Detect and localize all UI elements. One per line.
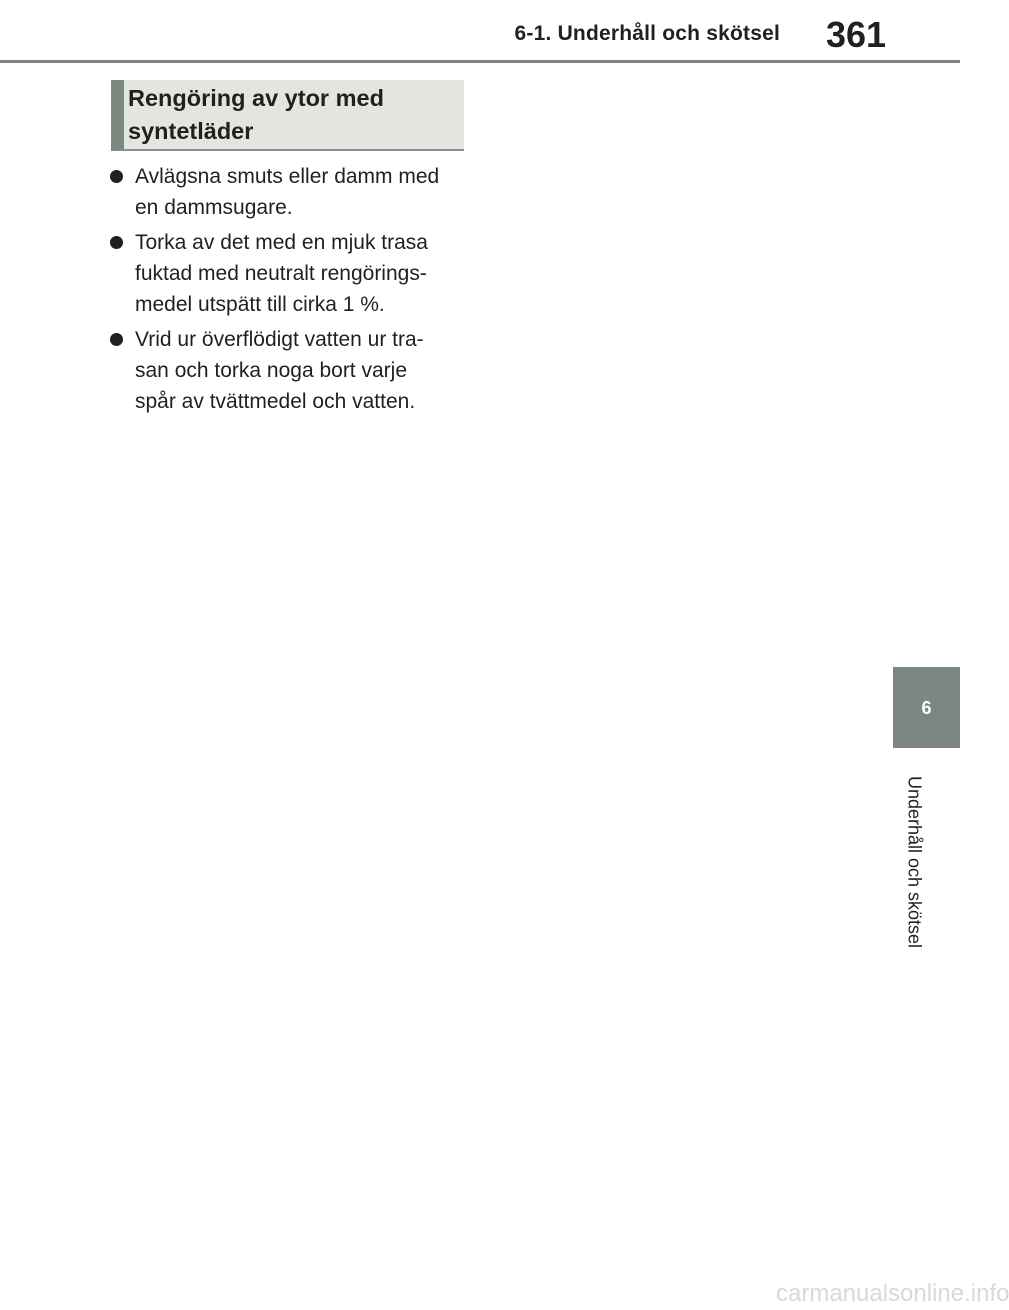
list-item-text: Avlägsna smuts eller damm med en dammsugare. — [135, 165, 440, 219]
list-item-text: Torka av det med en mjuk trasa fuktad med neutralt rengörings- medel utspätt till cirka 1 %. — [135, 231, 428, 316]
bullet-icon — [110, 236, 123, 249]
list-item — [109, 227, 469, 320]
chapter-tab-number: 6 — [921, 698, 932, 718]
watermark: carmanualsonline.info — [776, 1280, 1009, 1307]
list-item — [109, 324, 469, 417]
chapter-title: 6-1. Underhåll och skötsel — [514, 22, 780, 45]
page-number: 361 — [826, 14, 887, 55]
chapter-side-label: Underhåll och skötsel — [904, 775, 925, 949]
header-divider — [0, 60, 960, 63]
bullet-icon — [110, 333, 123, 346]
bullet-icon — [110, 170, 123, 183]
list-item-text: Vrid ur överflödigt vatten ur tra- san och torka noga bort varje spår av tvättmedel och vatten. — [135, 328, 424, 413]
bullet-list — [109, 161, 469, 421]
chapter-tab[interactable] — [893, 667, 960, 748]
section-heading: Rengöring av ytor med syntetläder — [111, 80, 464, 151]
list-item — [109, 161, 469, 223]
